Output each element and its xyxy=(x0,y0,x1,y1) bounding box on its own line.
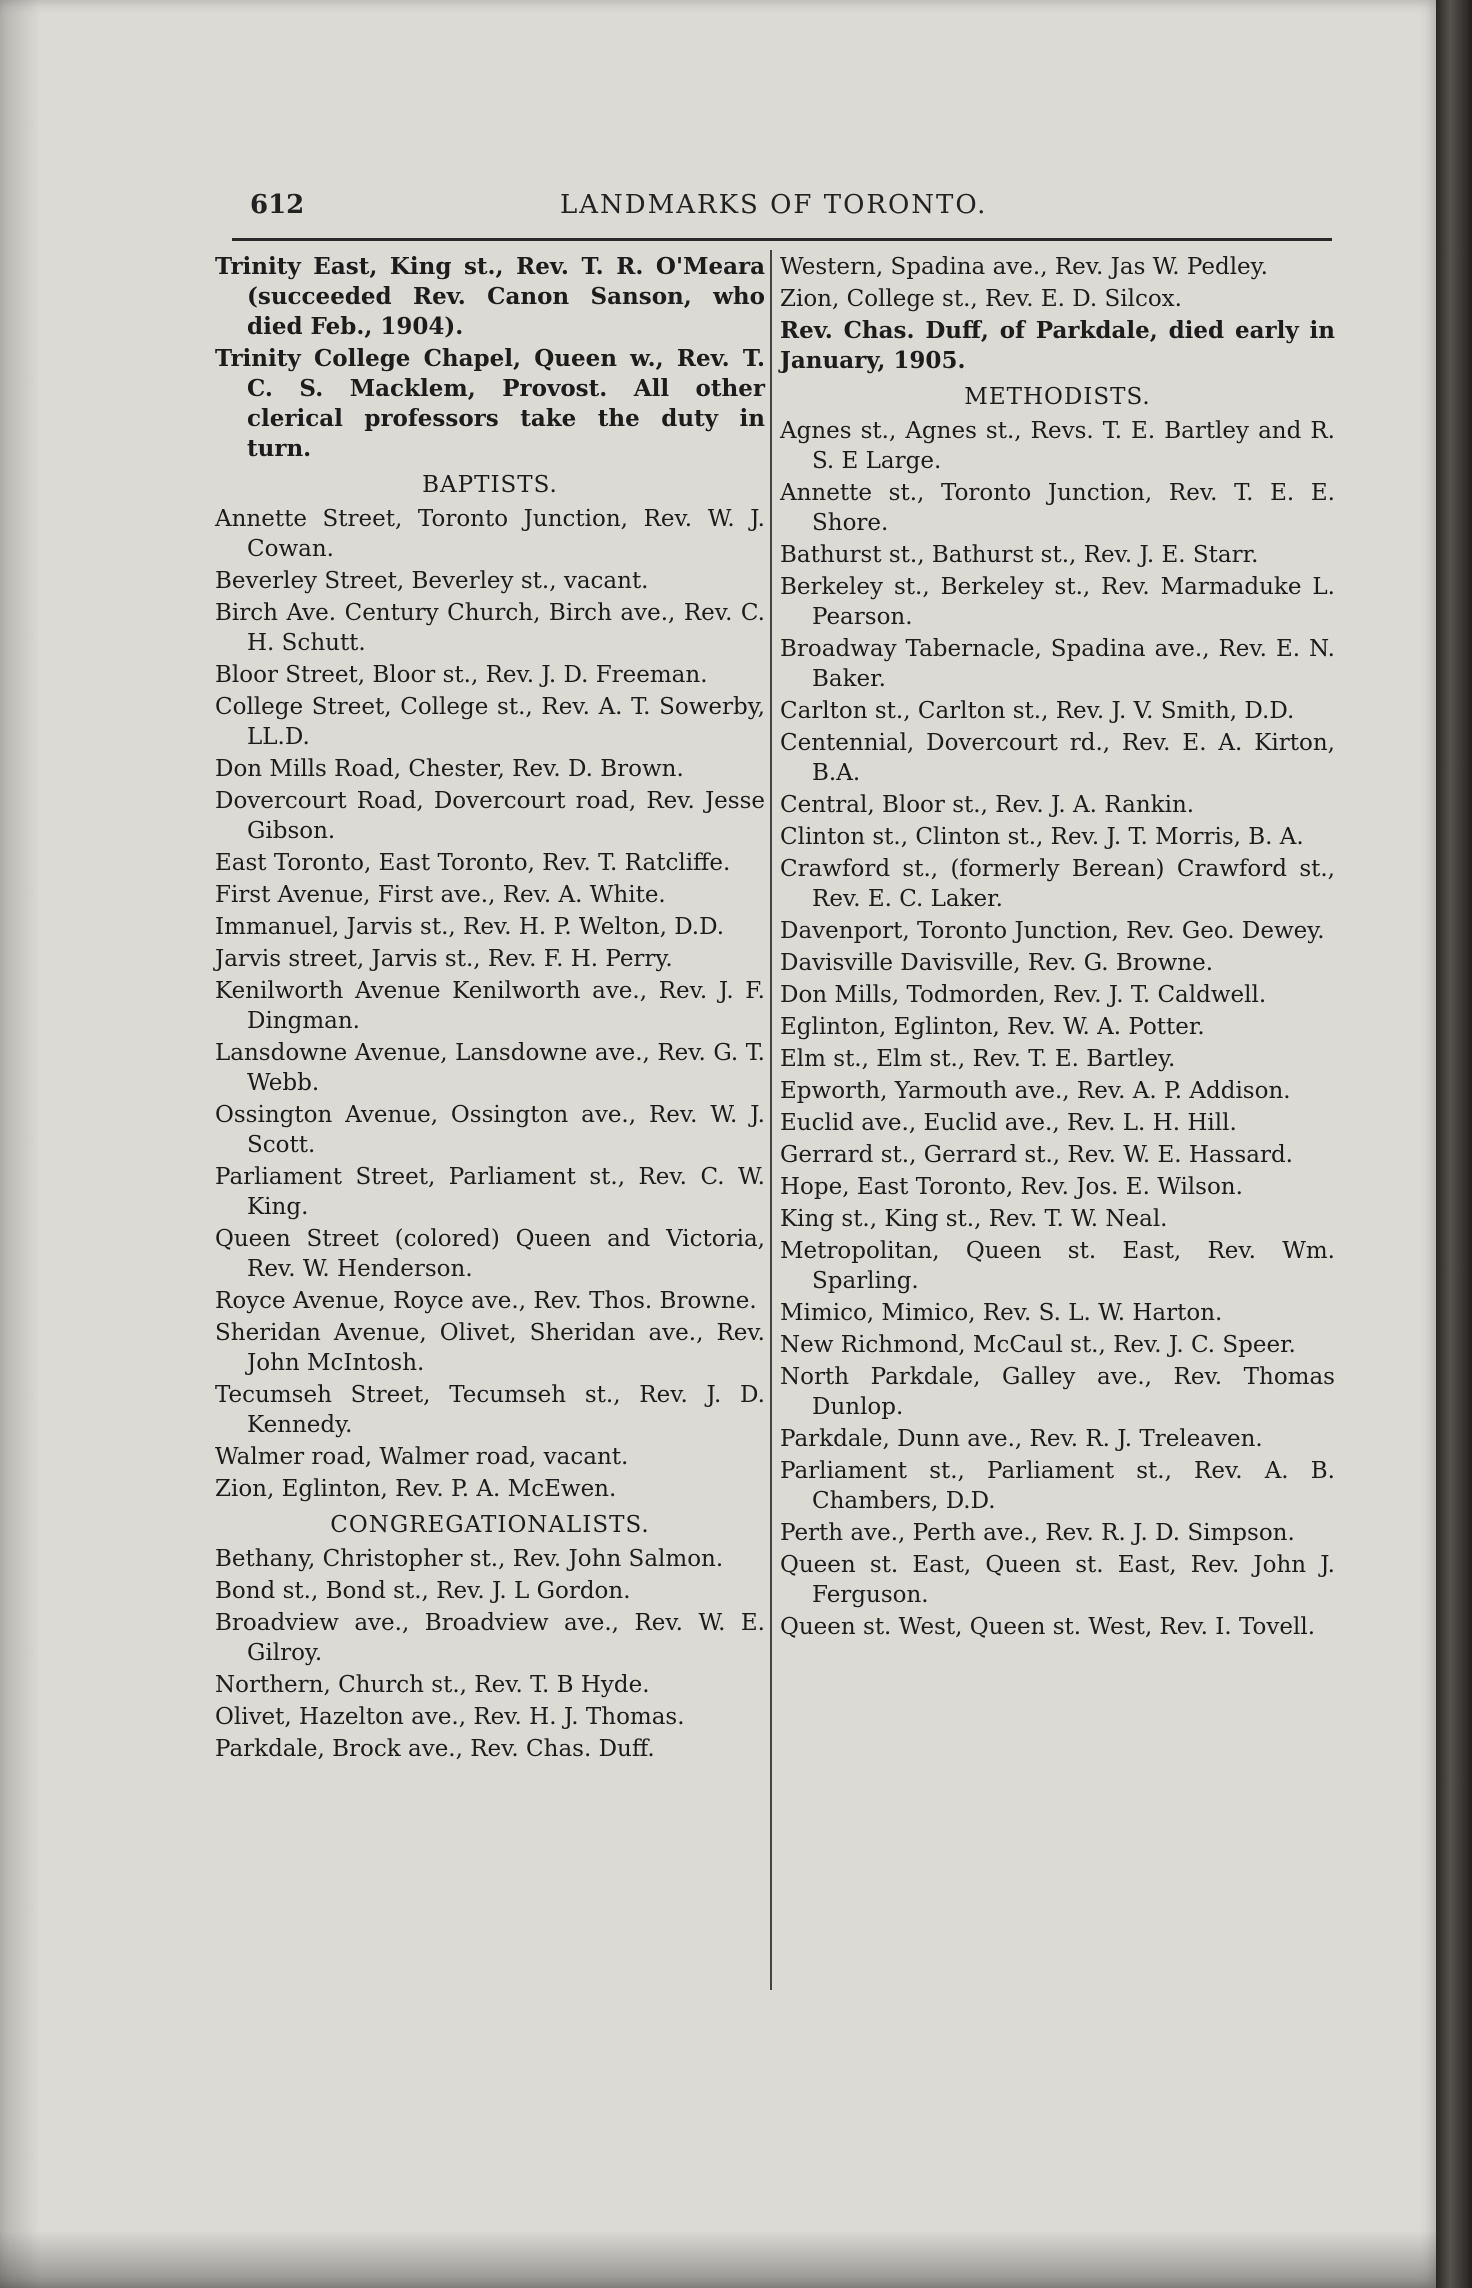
church-entry: Davisville Davisville, Rev. G. Browne. xyxy=(780,950,1214,976)
church-entry: Queen st. West, Queen st. West, Rev. I. Tovell. xyxy=(780,1614,1316,1640)
church-entry: Trinity East, King st., Rev. T. R. O'Meara (succeeded Rev. Canon Sanson, who died Feb., 1904). xyxy=(215,253,765,340)
church-entry: Berkeley st., Berkeley st., Rev. Marmaduke L. Pearson. xyxy=(780,574,1335,630)
church-entry: Hope, East Toronto, Rev. Jos. E. Wilson. xyxy=(780,1174,1243,1200)
church-entry: Lansdowne Avenue, Lansdowne ave., Rev. G. T. Webb. xyxy=(215,1040,765,1096)
church-entry: Perth ave., Perth ave., Rev. R. J. D. Simpson. xyxy=(780,1520,1295,1546)
church-entry: Zion, College st., Rev. E. D. Silcox. xyxy=(780,286,1182,312)
church-entry: First Avenue, First ave., Rev. A. White. xyxy=(215,882,666,908)
church-entry: Centennial, Dovercourt rd., Rev. E. A. Kirton, B.A. xyxy=(780,730,1335,786)
church-entry: Euclid ave., Euclid ave., Rev. L. H. Hill. xyxy=(780,1110,1237,1136)
church-entry: Parliament st., Parliament st., Rev. A. B. Chambers, D.D. xyxy=(780,1458,1335,1514)
bottom-shadow xyxy=(0,2230,1440,2288)
church-entry: Mimico, Mimico, Rev. S. L. W. Harton. xyxy=(780,1300,1223,1326)
church-entry: Queen st. East, Queen st. East, Rev. John J. Ferguson. xyxy=(780,1552,1335,1608)
church-entry: Trinity College Chapel, Queen w., Rev. T. C. S. Macklem, Provost. All other clerical professors take the duty in turn. xyxy=(215,345,765,462)
church-entry: Tecumseh Street, Tecumseh st., Rev. J. D. Kennedy. xyxy=(215,1382,765,1438)
church-entry: Carlton st., Carlton st., Rev. J. V. Smith, D.D. xyxy=(780,698,1295,724)
church-entry: Metropolitan, Queen st. East, Rev. Wm. Sparling. xyxy=(780,1238,1335,1294)
church-entry: Parliament Street, Parliament st., Rev. C. W. King. xyxy=(215,1164,765,1220)
section-heading-congregationalists: CONGREGATIONALISTS. xyxy=(330,1512,650,1538)
column-divider xyxy=(770,250,772,1990)
running-title: LANDMARKS OF TORONTO. xyxy=(560,190,988,220)
page-number: 612 xyxy=(250,190,305,220)
church-entry: Annette st., Toronto Junction, Rev. T. E. E. Shore. xyxy=(780,480,1335,536)
church-entry: Crawford st., (formerly Berean) Crawford st., Rev. E. C. Laker. xyxy=(780,856,1335,912)
right-column xyxy=(780,252,1335,1644)
church-entry: Kenilworth Avenue Kenilworth ave., Rev. J. F. Dingman. xyxy=(215,978,765,1034)
obituary-note: Rev. Chas. Duff, of Parkdale, died early in January, 1905. xyxy=(780,317,1335,374)
church-entry: Gerrard st., Gerrard st., Rev. W. E. Hassard. xyxy=(780,1142,1293,1168)
church-entry: Elm st., Elm st., Rev. T. E. Bartley. xyxy=(780,1046,1176,1072)
church-entry: Annette Street, Toronto Junction, Rev. W. J. Cowan. xyxy=(215,506,765,562)
church-entry: Eglinton, Eglinton, Rev. W. A. Potter. xyxy=(780,1014,1205,1040)
spine-shadow xyxy=(0,0,40,2288)
page-header xyxy=(250,190,1330,230)
church-entry: Bond st., Bond st., Rev. J. L Gordon. xyxy=(215,1578,631,1604)
church-entry: Ossington Avenue, Ossington ave., Rev. W. J. Scott. xyxy=(215,1102,765,1158)
church-entry: Royce Avenue, Royce ave., Rev. Thos. Browne. xyxy=(215,1288,757,1314)
church-entry: Bethany, Christopher st., Rev. John Salmon. xyxy=(215,1546,724,1572)
church-entry: Northern, Church st., Rev. T. B Hyde. xyxy=(215,1672,650,1698)
church-entry: Bloor Street, Bloor st., Rev. J. D. Freeman. xyxy=(215,662,708,688)
church-entry: Jarvis street, Jarvis st., Rev. F. H. Perry. xyxy=(215,946,673,972)
church-entry: Beverley Street, Beverley st., vacant. xyxy=(215,568,649,594)
church-entry: Don Mills, Todmorden, Rev. J. T. Caldwell. xyxy=(780,982,1267,1008)
church-entry: College Street, College st., Rev. A. T. Sowerby, LL.D. xyxy=(215,694,765,750)
church-entry: Broadway Tabernacle, Spadina ave., Rev. E. N. Baker. xyxy=(780,636,1335,692)
church-entry: Sheridan Avenue, Olivet, Sheridan ave., Rev. John McIntosh. xyxy=(215,1320,765,1376)
section-heading-baptists: BAPTISTS. xyxy=(422,472,558,498)
church-entry: Birch Ave. Century Church, Birch ave., Rev. C. H. Schutt. xyxy=(215,600,765,656)
church-entry: Zion, Eglinton, Rev. P. A. McEwen. xyxy=(215,1476,617,1502)
church-entry: Walmer road, Walmer road, vacant. xyxy=(215,1444,629,1470)
church-entry: Broadview ave., Broadview ave., Rev. W. E. Gilroy. xyxy=(215,1610,765,1666)
church-entry: Davenport, Toronto Junction, Rev. Geo. Dewey. xyxy=(780,918,1325,944)
church-entry: King st., King st., Rev. T. W. Neal. xyxy=(780,1206,1168,1232)
church-entry: North Parkdale, Galley ave., Rev. Thomas Dunlop. xyxy=(780,1364,1335,1420)
left-column xyxy=(215,252,765,1766)
church-entry: East Toronto, East Toronto, Rev. T. Ratcliffe. xyxy=(215,850,731,876)
church-entry: Queen Street (colored) Queen and Victoria, Rev. W. Henderson. xyxy=(215,1226,765,1282)
church-entry: Don Mills Road, Chester, Rev. D. Brown. xyxy=(215,756,684,782)
church-entry: Immanuel, Jarvis st., Rev. H. P. Welton, D.D. xyxy=(215,914,725,940)
church-entry: Epworth, Yarmouth ave., Rev. A. P. Addison. xyxy=(780,1078,1291,1104)
church-entry: New Richmond, McCaul st., Rev. J. C. Speer. xyxy=(780,1332,1296,1358)
church-entry: Olivet, Hazelton ave., Rev. H. J. Thomas. xyxy=(215,1704,685,1730)
church-entry: Parkdale, Dunn ave., Rev. R. J. Treleaven. xyxy=(780,1426,1263,1452)
church-entry: Central, Bloor st., Rev. J. A. Rankin. xyxy=(780,792,1195,818)
church-entry: Western, Spadina ave., Rev. Jas W. Pedley. xyxy=(780,254,1268,280)
header-rule xyxy=(232,238,1332,241)
section-heading-methodists: METHODISTS. xyxy=(964,384,1151,410)
church-entry: Bathurst st., Bathurst st., Rev. J. E. Starr. xyxy=(780,542,1259,568)
adjacent-page-edge xyxy=(1436,0,1472,2288)
church-entry: Clinton st., Clinton st., Rev. J. T. Morris, B. A. xyxy=(780,824,1304,850)
church-entry: Parkdale, Brock ave., Rev. Chas. Duff. xyxy=(215,1736,655,1762)
church-entry: Agnes st., Agnes st., Revs. T. E. Bartley and R. S. E Large. xyxy=(780,418,1335,474)
church-entry: Dovercourt Road, Dovercourt road, Rev. Jesse Gibson. xyxy=(215,788,765,844)
